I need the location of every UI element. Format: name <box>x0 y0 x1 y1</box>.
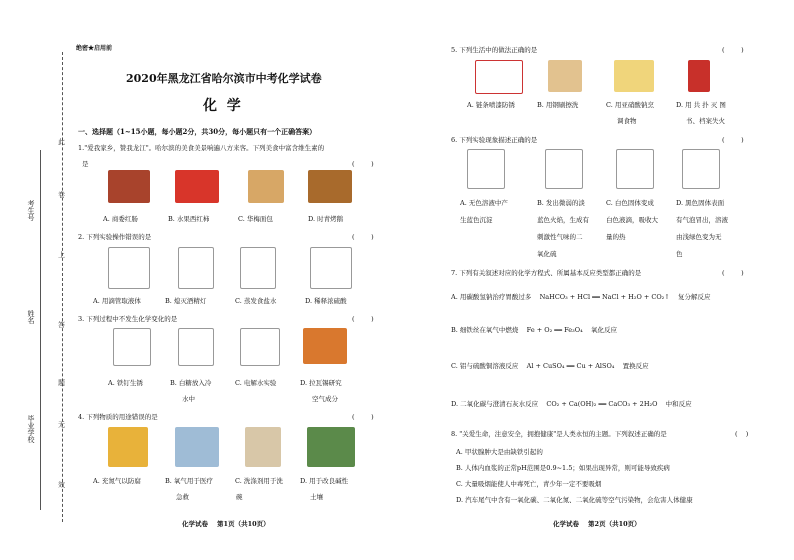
hospital-image <box>175 427 219 467</box>
q6-a-line2: 生蓝色沉淀 <box>460 216 493 224</box>
q3-option-c: C. 电解水实验 <box>235 379 277 387</box>
q1-bracket: ( ) <box>352 160 374 168</box>
q8-option-d: D. 汽车尾气中含有一氧化碳、二氧化氮、二氧化硫等空气污染物，会危害人体健康 <box>456 496 693 504</box>
exam-number-label: 考生号 <box>27 200 35 221</box>
q2-option-b: B. 熄灭酒精灯 <box>165 297 207 305</box>
q4-option-b-cont: 急救 <box>176 493 189 501</box>
q7-stem: 7. 下列有关叙述对应的化学方程式、所属基本反应类型都正确的是 <box>451 269 642 277</box>
q2-option-c: C. 蒸发食盐水 <box>235 297 277 305</box>
nail-rust-diagram <box>113 328 151 366</box>
bread-image <box>248 170 284 203</box>
dishwashing-image <box>245 427 281 467</box>
q4-option-d-cont: 土壤 <box>310 493 323 501</box>
binding-char: 题 <box>58 379 65 387</box>
heating-diagram-c <box>616 149 654 189</box>
sugar-water-diagram <box>178 328 214 366</box>
subject-title: 化 学 <box>203 98 241 114</box>
q1-line1: 1."爱我家乡，赞我龙江"。哈尔滨的美食美景响遍八方来客。下列美食中富含维生素的 <box>78 144 325 152</box>
q4-option-c: C. 洗涤剂用于洗 <box>235 477 283 485</box>
binding-char: 上 <box>58 251 65 259</box>
binding-char: 此 <box>58 138 65 146</box>
test-tube-diagram-d <box>682 149 720 189</box>
q7-option-c: C. 铝与硫酸铜溶液反应 Al + CuSO₄ ══ Cu + AlSO₄ 置换反应 <box>451 362 649 370</box>
q3-option-b-cont: 水中 <box>182 395 195 403</box>
q6-a-line1: A. 无色溶液中产 <box>460 199 508 207</box>
q2-bracket: ( ) <box>352 233 374 241</box>
combustion-diagram-b <box>545 149 583 189</box>
snack-bag-image <box>108 427 148 467</box>
q6-c-line3: 量的热 <box>606 233 626 241</box>
cooking-image <box>614 60 654 92</box>
q5-stem: 5. 下列生活中的做法正确的是 <box>451 46 538 54</box>
q1-option-a: A. 商委红肠 <box>103 215 138 223</box>
q5-bracket: ( ) <box>722 46 744 54</box>
q4-bracket: ( ) <box>352 413 374 421</box>
q3-stem: 3. 下列过程中不发生化学变化的是 <box>78 315 178 323</box>
q5-option-d: D. 用 共 扑 灭 图 <box>676 101 726 109</box>
q2-option-a: A. 用滴管取液体 <box>93 297 141 305</box>
q6-stem: 6. 下列实验现象描述正确的是 <box>451 136 538 144</box>
q1-line2: 是 <box>82 160 89 168</box>
binding-char: 效 <box>58 481 65 489</box>
q6-b-line3: 刺激性气味的二 <box>537 233 583 241</box>
binding-line <box>62 52 63 522</box>
q6-d-line2: 有气泡冒出，溶液 <box>676 216 728 224</box>
q5-option-d-cont: 书、档案失火 <box>686 117 725 125</box>
q4-option-a: A. 充氮气以防腐 <box>93 477 141 485</box>
q3-option-d-cont: 空气成分 <box>312 395 338 403</box>
q8-option-a: A. 甲状腺肿大是由缺铁引起的 <box>456 448 543 456</box>
sausage-image <box>108 170 150 203</box>
q2-stem: 2. 下列实验操作错误的是 <box>78 233 152 241</box>
binding-char: 无 <box>58 421 65 429</box>
fire-extinguisher-image <box>688 60 710 92</box>
footer-page-2: 化学试卷 第2页（共10页） <box>553 520 641 528</box>
q6-c-line2: 白色液滴，吸收大 <box>606 216 658 224</box>
section-heading: 一、选择题（1~15小题，每小题2分，共30分，每小题只有一个正确答案） <box>78 127 317 136</box>
q6-bracket: ( ) <box>722 136 744 144</box>
footer-page-1: 化学试卷 第1页（共10页） <box>182 520 270 528</box>
q1-option-b: B. 水果西红柿 <box>168 215 210 223</box>
q8-stem: 8. "关爱生命，注意安全，拥抱健康"是人类永恒的主题。下列叙述正确的是 <box>451 430 667 438</box>
q6-b-line4: 氧化硫 <box>537 250 557 258</box>
test-tube-diagram-a <box>467 149 505 189</box>
q1-option-c: C. 华梅面包 <box>238 215 273 223</box>
q7-option-a: A. 用碳酸氢钠治疗胃酸过多 NaHCO₃ + HCl ══ NaCl + H₂O + CO₂↑ 复分解反应 <box>451 293 711 301</box>
q5-option-c-cont: 调食物 <box>617 117 637 125</box>
dilution-diagram <box>310 247 352 289</box>
roast-goose-image <box>308 170 352 203</box>
name-label: 姓名 <box>27 310 35 324</box>
evaporation-diagram <box>240 247 276 289</box>
school-label: 毕业学校 <box>27 415 35 443</box>
alcohol-lamp-diagram <box>178 247 214 289</box>
bicycle-image <box>475 60 523 94</box>
q6-b-line1: B. 发出微弱的淡 <box>537 199 585 207</box>
binding-char: 卷 <box>58 191 65 199</box>
binding-line-inner <box>40 150 41 510</box>
q5-option-a: A. 链条喷漆防锈 <box>467 101 515 109</box>
exam-title: 2020年黑龙江省哈尔滨市中考化学试卷 <box>126 72 322 85</box>
q5-option-c: C. 用亚硝酸钠烹 <box>606 101 654 109</box>
q7-option-d: D. 二氧化碳与澄清石灰水反应 CO₂ + Ca(OH)₂ ══ CaCO₃ + 2H₂O 中和反应 <box>451 400 692 408</box>
q7-option-b: B. 细铁丝在氧气中燃烧 Fe + O₂ ══ Fe₃O₄ 氧化反应 <box>451 326 617 334</box>
field-image <box>307 427 355 467</box>
q6-b-line2: 蓝色火焰，生成有 <box>537 216 589 224</box>
q1-option-d: D. 时青烤鹅 <box>308 215 344 223</box>
q2-option-d: D. 稀释浓硫酸 <box>305 297 347 305</box>
q3-option-d: D. 拉瓦锡研究 <box>300 379 342 387</box>
lavoisier-diagram <box>303 328 347 364</box>
q7-bracket: ( ) <box>722 269 744 277</box>
q4-option-d: D. 用于改良碱性 <box>300 477 349 485</box>
q5-option-b: B. 用钢刷擦洗 <box>537 101 579 109</box>
q6-d-line3: 由浅绿色变为无 <box>676 233 722 241</box>
q3-option-b: B. 白糖放入冷 <box>170 379 212 387</box>
scrubbing-image <box>548 60 582 92</box>
secret-mark: 绝密★启用前 <box>76 45 113 52</box>
q4-stem: 4. 下列物质的用途错误的是 <box>78 413 158 421</box>
q6-d-line4: 色 <box>676 250 683 258</box>
tomato-image <box>175 170 219 203</box>
q8-option-b: B. 人体内血浆的正常pH范围是0.9~1.5；如果出现异常，则可能导致疾病 <box>456 464 670 472</box>
dropper-diagram <box>108 247 150 289</box>
q4-option-c-cont: 碗 <box>236 493 243 501</box>
q6-c-line1: C. 白色固体变成 <box>606 199 654 207</box>
q4-option-b: B. 氧气用于医疗 <box>165 477 213 485</box>
q8-bracket: ( ) <box>735 430 749 438</box>
q3-option-a: A. 铁钉生锈 <box>108 379 143 387</box>
electrolysis-diagram <box>240 328 280 366</box>
q6-d-line1: D. 黑色固体表面 <box>676 199 725 207</box>
binding-char: 答 <box>58 321 65 329</box>
q8-option-c: C. 大量吸烟能使人中毒死亡，青少年一定不要吸烟 <box>456 480 602 488</box>
q3-bracket: ( ) <box>352 315 374 323</box>
